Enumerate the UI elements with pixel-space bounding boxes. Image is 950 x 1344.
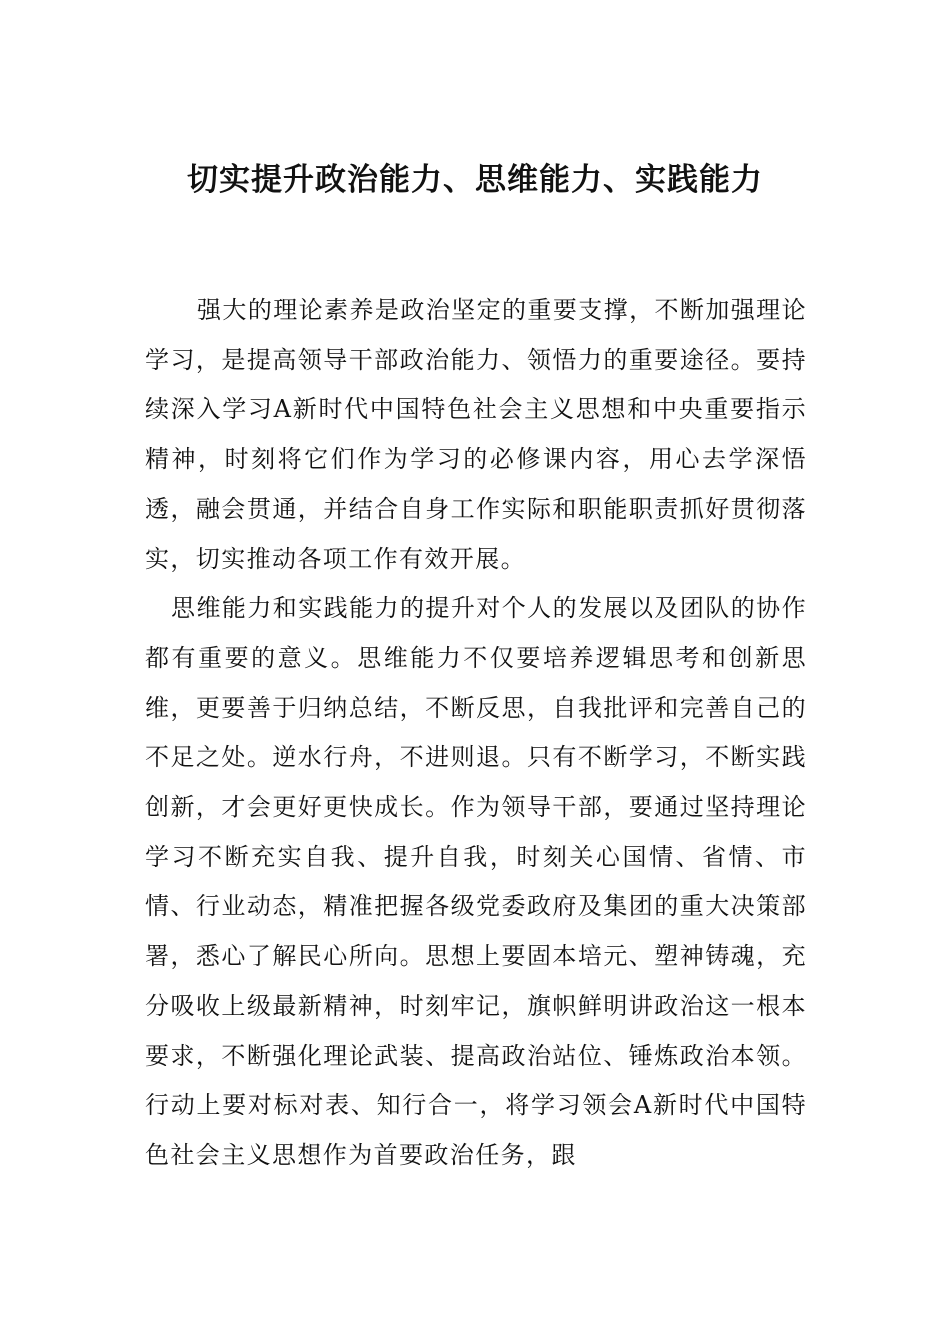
paragraph-theory-study: 强大的理论素养是政治坚定的重要支撑，不断加强理论学习，是提高领导干部政治能力、领悟力的重要途径。要持续深入学习A新时代中国特色社会主义思想和中央重要指示精神，时刻将它们作为学习的必修课内容，用心去学深悟透，融会贯通，并结合自身工作实际和职能职责抓好贯彻落实，切实推动各项工作有效开展。	[145, 296, 807, 573]
document-title: 切实提升政治能力、思维能力、实践能力	[187, 162, 763, 198]
paragraph-thinking-practice: 思维能力和实践能力的提升对个人的发展以及团队的协作都有重要的意义。思维能力不仅要培养逻辑思考和创新思维，更要善于归纳总结，不断反思，自我批评和完善自己的不足之处。逆水行舟，不进则退。只有不断学习，不断实践创新，才会更好更快成长。作为领导干部，要通过坚持理论学习不断充实自我、提升自我，时刻关心国情、省情、市情、行业动态，精准把握各级党委政府及集团的重大决策部署，悉心了解民心所向。思想上要固本培元、塑神铸魂，充分吸收上级最新精神，时刻牢记，旗帜鲜明讲政治这一根本要求，不断强化理论武装、提高政治站位、锤炼政治本领。行动上要对标对表、知行合一，将学习领会A新时代中国特色社会主义思想作为首要政治任务，跟	[145, 594, 807, 1169]
document-body	[145, 286, 807, 1181]
